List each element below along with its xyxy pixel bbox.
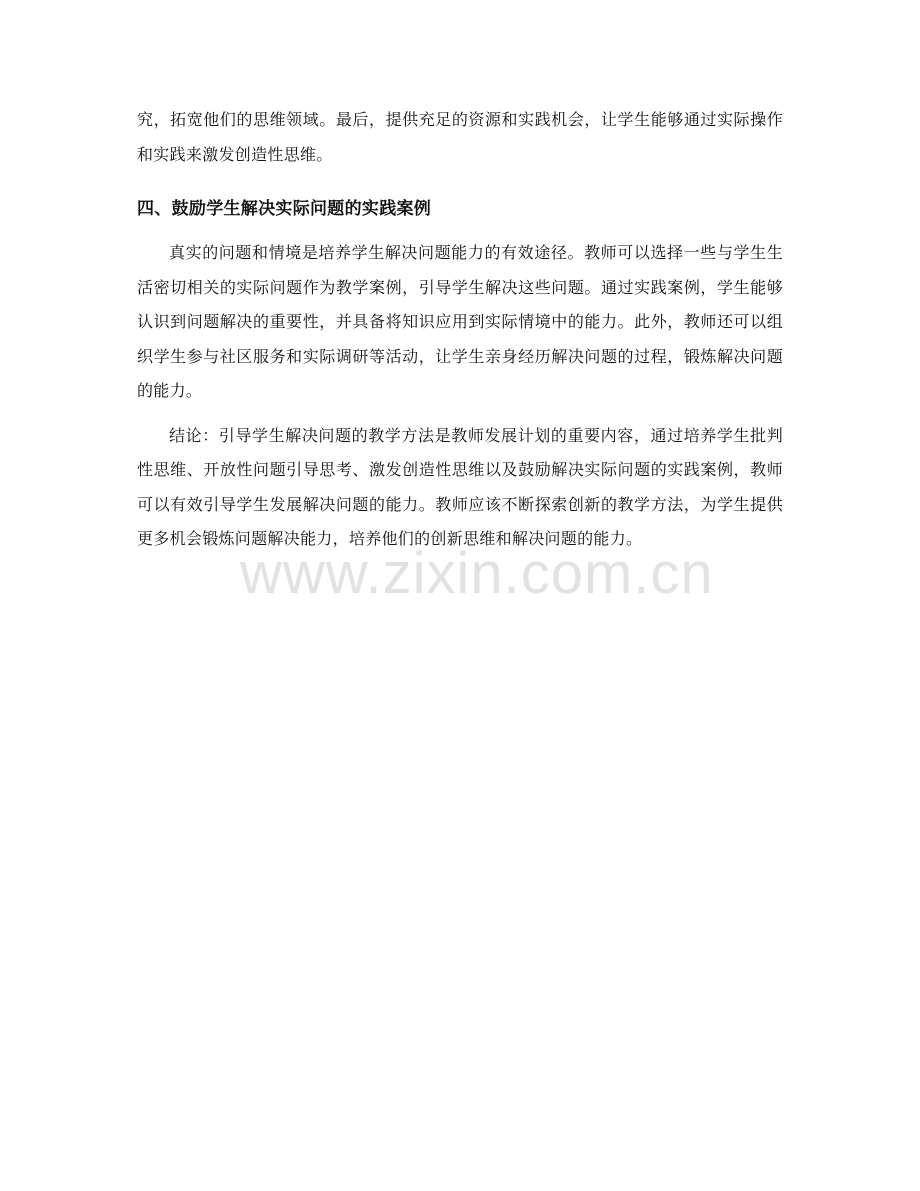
continued-paragraph: 究，拓宽他们的思维领域。最后，提供充足的资源和实践机会，让学生能够通过实际操作和实践来激发创造性思维。 [137,110,783,164]
document-body [137,103,783,557]
conclusion-paragraph: 结论：引导学生解决问题的教学方法是教师发展计划的重要内容，通过培养学生批判性思维、开放性问题引导思考、激发创造性思维以及鼓励解决实际问题的实践案例，教师可以有效引导学生发展解决问题的能力。教师应该不断探索创新的教学方法，为学生提供更多机会锻炼问题解决能力，培养他们的创新思维和解决问题的能力。 [137,425,783,548]
spacer [137,409,783,419]
spacer [137,172,783,192]
section-paragraph: 真实的问题和情境是培养学生解决问题能力的有效途径。教师可以选择一些与学生生活密切相关的实际问题作为教学案例，引导学生解决这些问题。通过实践案例，学生能够认识到问题解决的重要性，并具备将知识应用到实际情境中的能力。此外，教师还可以组织学生参与社区服务和实际调研等活动，让学生亲身经历解决问题的过程，锻炼解决问题的能力。 [137,243,783,400]
watermark-text: www.zixin.com.cn [240,541,714,606]
section-heading: 四、鼓励学生解决实际问题的实践案例 [137,199,432,219]
spacer [137,226,783,236]
